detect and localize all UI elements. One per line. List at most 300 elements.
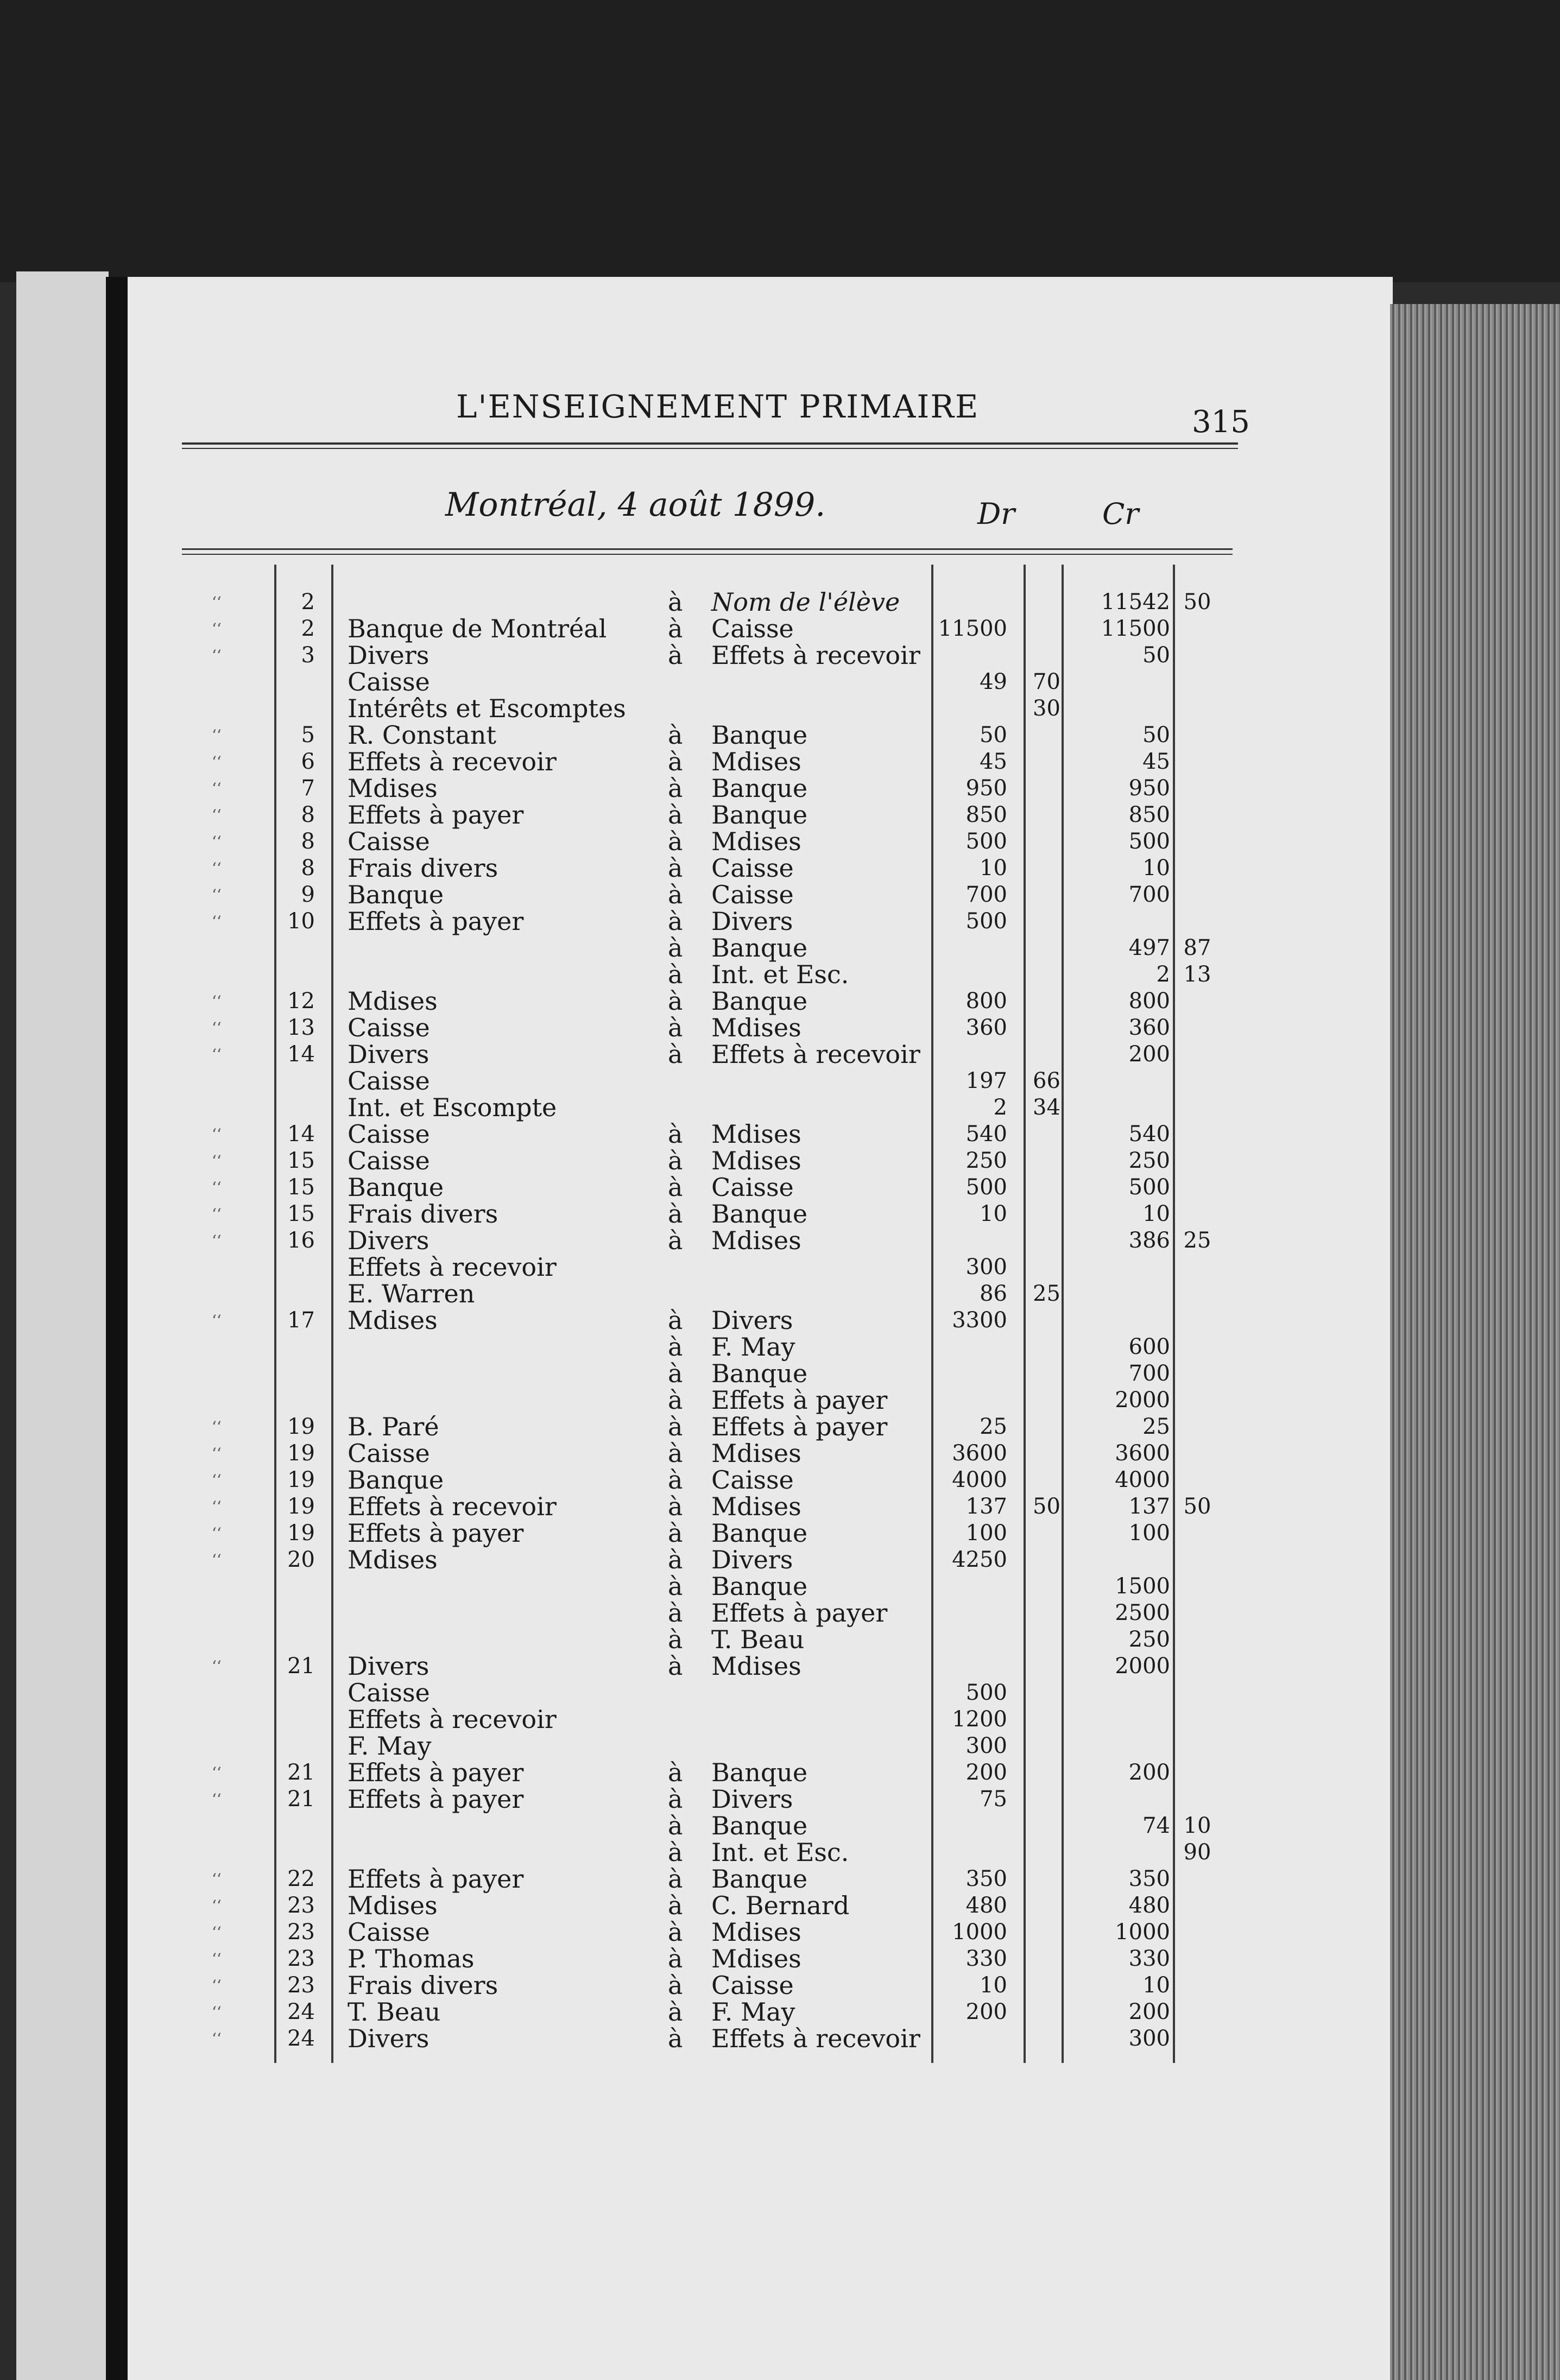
ditto-mark: ‘‘: [212, 1445, 222, 1463]
credit-amount: 480: [1128, 1893, 1170, 1918]
credit-account: Divers: [711, 1545, 793, 1574]
credit-account: Banque: [711, 800, 808, 830]
a-preposition: à: [668, 1439, 683, 1468]
credit-account: Effets à recevoir: [711, 641, 920, 670]
credit-account: Caisse: [711, 853, 794, 883]
a-preposition: à: [668, 1013, 683, 1042]
entry-day: 14: [287, 1122, 315, 1147]
a-preposition: à: [668, 1385, 683, 1415]
credit-account: Banque: [711, 1518, 808, 1548]
debit-account: Caisse: [348, 1013, 430, 1042]
debit-amount: 1200: [952, 1707, 1007, 1732]
credit-account: Mdises: [711, 1651, 801, 1681]
entry-day: 17: [287, 1308, 315, 1333]
credit-account: Mdises: [711, 1944, 801, 1973]
debit-account: Effets à payer: [348, 1864, 524, 1894]
credit-account: Effets à payer: [711, 1412, 888, 1441]
a-preposition: à: [668, 1572, 683, 1601]
a-preposition: à: [668, 1465, 683, 1495]
ditto-mark: ‘‘: [212, 1950, 222, 1968]
ditto-mark: ‘‘: [212, 593, 222, 611]
entry-day: 24: [287, 1999, 315, 2024]
journal-date-title: Montréal, 4 août 1899.: [445, 486, 826, 524]
entry-day: 15: [287, 1175, 315, 1200]
a-preposition: à: [668, 1784, 683, 1814]
debit-amount: 100: [965, 1521, 1007, 1546]
debit-amount: 11500: [938, 616, 1007, 641]
debit-account: Effets à recevoir: [348, 1252, 557, 1282]
scan-background: [0, 0, 1560, 282]
debit-cents: 34: [1033, 1095, 1060, 1120]
debit-amount: 10: [980, 1973, 1007, 1998]
debit-account: Frais divers: [348, 1971, 498, 2000]
ditto-mark: ‘‘: [212, 1790, 222, 1808]
credit-amount: 200: [1128, 1760, 1170, 1785]
credit-cents: 87: [1183, 935, 1211, 960]
entry-day: 21: [287, 1787, 315, 1812]
credit-account: Effets à payer: [711, 1385, 888, 1415]
running-head: L'ENSEIGNEMENT PRIMAIRE: [456, 388, 980, 425]
credit-account: Caisse: [711, 1173, 794, 1202]
credit-amount: 200: [1128, 1999, 1170, 2024]
credit-amount: 500: [1128, 1175, 1170, 1200]
credit-amount: 25: [1142, 1414, 1170, 1439]
a-preposition: à: [668, 1545, 683, 1574]
credit-cents: 13: [1183, 962, 1211, 987]
a-preposition: à: [668, 1412, 683, 1441]
debit-account: Caisse: [348, 1066, 430, 1096]
debit-amount: 540: [965, 1122, 1007, 1147]
a-preposition: à: [668, 2024, 683, 2053]
debit-cents: 70: [1033, 669, 1060, 694]
a-preposition: à: [668, 1306, 683, 1335]
debit-amount: 330: [965, 1946, 1007, 1971]
entry-day: 21: [287, 1654, 315, 1679]
debit-account: P. Thomas: [348, 1944, 475, 1973]
entry-day: 19: [287, 1494, 315, 1519]
credit-account: Divers: [711, 907, 793, 936]
debit-amount: 300: [965, 1733, 1007, 1758]
debit-account: Effets à recevoir: [348, 1492, 557, 1521]
credit-account: Effets à recevoir: [711, 1040, 920, 1069]
debit-account: Banque de Montréal: [348, 614, 607, 643]
ditto-mark: ‘‘: [212, 1232, 222, 1250]
credit-account: F. May: [711, 1332, 795, 1362]
ditto-mark: ‘‘: [212, 1418, 222, 1436]
title-rule: [182, 548, 1233, 550]
credit-amount: 11500: [1101, 616, 1170, 641]
ditto-mark: ‘‘: [212, 780, 222, 797]
a-preposition: à: [668, 853, 683, 883]
ditto-mark: ‘‘: [212, 1977, 222, 1995]
credit-amount: 3600: [1115, 1441, 1170, 1466]
credit-amount: 300: [1128, 2026, 1170, 2051]
debit-amount: 45: [980, 749, 1007, 774]
ditto-mark: ‘‘: [212, 913, 222, 931]
debit-account: Effets à payer: [348, 1784, 524, 1814]
credit-amount: 500: [1128, 829, 1170, 854]
debit-account: Intérêts et Escomptes: [348, 694, 626, 723]
credit-amount: 10: [1142, 1201, 1170, 1226]
entry-day: 14: [287, 1042, 315, 1067]
a-preposition: à: [668, 1598, 683, 1628]
credit-account: Banque: [711, 1864, 808, 1894]
debit-amount: 2: [993, 1095, 1007, 1120]
entry-day: 19: [287, 1441, 315, 1466]
debit-cents: 25: [1033, 1281, 1060, 1306]
debit-amount: 700: [965, 882, 1007, 907]
credit-amount: 850: [1128, 802, 1170, 827]
entry-day: 22: [287, 1866, 315, 1891]
debit-account: Caisse: [348, 1917, 430, 1947]
debit-amount: 4000: [952, 1467, 1007, 1492]
page-edges: [1390, 304, 1560, 2380]
a-preposition: à: [668, 720, 683, 750]
a-preposition: à: [668, 1332, 683, 1362]
credit-amount: 50: [1142, 643, 1170, 668]
ditto-mark: ‘‘: [212, 1179, 222, 1197]
credit-account: Banque: [711, 1758, 808, 1787]
credit-account: Divers: [711, 1306, 793, 1335]
a-preposition: à: [668, 1971, 683, 2000]
debit-account: Banque: [348, 1173, 444, 1202]
debit-amount: 500: [965, 1175, 1007, 1200]
a-preposition: à: [668, 1040, 683, 1069]
debit-account: Effets à recevoir: [348, 747, 557, 776]
a-preposition: à: [668, 907, 683, 936]
a-preposition: à: [668, 1146, 683, 1175]
debit-amount: 200: [965, 1760, 1007, 1785]
debit-amount: 250: [965, 1148, 1007, 1173]
credit-account: Int. et Esc.: [711, 960, 849, 989]
debit-amount: 137: [965, 1494, 1007, 1519]
entry-day: 6: [301, 749, 315, 774]
a-preposition: à: [668, 960, 683, 989]
debit-account: Caisse: [348, 1146, 430, 1175]
entry-day: 23: [287, 1946, 315, 1971]
credit-column-rule: [1062, 565, 1064, 2063]
credit-account: Banque: [711, 774, 808, 803]
credit-amount: 2500: [1115, 1600, 1170, 1625]
a-preposition: à: [668, 1811, 683, 1840]
credit-amount: 137: [1128, 1494, 1170, 1519]
credit-amount: 600: [1128, 1334, 1170, 1359]
gutter-shadow: [106, 277, 128, 2380]
entry-day: 12: [287, 989, 315, 1014]
debit-account: Mdises: [348, 1306, 438, 1335]
credit-amount: 200: [1128, 1042, 1170, 1067]
debit-amount: 4250: [952, 1547, 1007, 1572]
entry-day: 2: [301, 616, 315, 641]
credit-account: Mdises: [711, 747, 801, 776]
ditto-mark: ‘‘: [212, 886, 222, 904]
debit-account: R. Constant: [348, 720, 497, 750]
debit-account: Caisse: [348, 827, 430, 856]
debit-account: Mdises: [348, 1891, 438, 1920]
header-rule-thin: [182, 448, 1238, 449]
debit-account: Frais divers: [348, 1199, 498, 1229]
credit-account: Banque: [711, 1811, 808, 1840]
credit-account: Mdises: [711, 827, 801, 856]
a-preposition: à: [668, 1944, 683, 1973]
a-preposition: à: [668, 1119, 683, 1149]
a-preposition: à: [668, 986, 683, 1016]
entry-day: 23: [287, 1920, 315, 1945]
ditto-mark: ‘‘: [212, 1870, 222, 1888]
credit-account: Mdises: [711, 1917, 801, 1947]
debit-amount: 950: [965, 776, 1007, 801]
credit-amount: 540: [1128, 1122, 1170, 1147]
ditto-mark: ‘‘: [212, 753, 222, 771]
a-preposition: à: [668, 1173, 683, 1202]
entry-day: 8: [301, 856, 315, 881]
entry-day: 23: [287, 1973, 315, 1998]
a-preposition: à: [668, 774, 683, 803]
debit-account: B. Paré: [348, 1412, 439, 1441]
debit-amount: 1000: [952, 1920, 1007, 1945]
ditto-mark: ‘‘: [212, 1019, 222, 1037]
ditto-mark: ‘‘: [212, 1551, 222, 1569]
debit-account: Mdises: [348, 774, 438, 803]
entry-day: 13: [287, 1015, 315, 1040]
ditto-mark: ‘‘: [212, 806, 222, 824]
debit-account: Effets à payer: [348, 1518, 524, 1548]
credit-amount: 100: [1128, 1521, 1170, 1546]
ditto-mark: ‘‘: [212, 1923, 222, 1941]
ditto-mark: ‘‘: [212, 1657, 222, 1675]
credit-amount: 250: [1128, 1627, 1170, 1652]
debit-amount: 300: [965, 1255, 1007, 1280]
debit-amount: 75: [980, 1787, 1007, 1812]
debit-account: Banque: [348, 1465, 444, 1495]
credit-amount: 360: [1128, 1015, 1170, 1040]
debit-account: F. May: [348, 1731, 432, 1761]
a-preposition: à: [668, 747, 683, 776]
a-preposition: à: [668, 933, 683, 963]
entry-day: 3: [301, 643, 315, 668]
entry-day: 19: [287, 1414, 315, 1439]
a-preposition: à: [668, 1625, 683, 1654]
debit-amount: 360: [965, 1015, 1007, 1040]
credit-amount: 2: [1156, 962, 1170, 987]
a-preposition: à: [668, 1838, 683, 1867]
debit-amount: 197: [965, 1068, 1007, 1093]
debit-cents: 50: [1033, 1494, 1060, 1519]
credit-account: Caisse: [711, 880, 794, 909]
credit-amount: 1000: [1115, 1920, 1170, 1945]
entry-day: 7: [301, 776, 315, 801]
debit-amount: 350: [965, 1866, 1007, 1891]
credit-amount: 10: [1142, 856, 1170, 881]
credit-amount: 497: [1128, 935, 1170, 960]
title-rule-thin: [182, 554, 1233, 555]
ditto-mark: ‘‘: [212, 1897, 222, 1915]
credit-account: Banque: [711, 1572, 808, 1601]
a-preposition: à: [668, 880, 683, 909]
debit-column-header: Dr: [977, 497, 1015, 531]
credit-account: Mdises: [711, 1492, 801, 1521]
ditto-mark: ‘‘: [212, 647, 222, 664]
ditto-mark: ‘‘: [212, 859, 222, 877]
credit-account: Effets à payer: [711, 1598, 888, 1628]
credit-account: Caisse: [711, 1465, 794, 1495]
debit-account: Effets à recevoir: [348, 1705, 557, 1734]
credit-account: F. May: [711, 1997, 795, 2027]
ditto-mark: ‘‘: [212, 1312, 222, 1330]
credit-amount: 74: [1142, 1813, 1170, 1838]
debit-cents: 30: [1033, 696, 1060, 721]
credit-amount: 800: [1128, 989, 1170, 1014]
credit-amount: 4000: [1115, 1467, 1170, 1492]
credit-amount: 386: [1128, 1228, 1170, 1253]
header-rule: [182, 442, 1238, 445]
credit-cents: 25: [1183, 1228, 1211, 1253]
debit-amount: 10: [980, 856, 1007, 881]
ditto-mark: ‘‘: [212, 2030, 222, 2048]
debit-amount: 49: [980, 669, 1007, 694]
entry-day: 2: [301, 590, 315, 615]
debit-amount: 850: [965, 802, 1007, 827]
credit-amount: 250: [1128, 1148, 1170, 1173]
debit-account: T. Beau: [348, 1997, 441, 2027]
debit-amount: 10: [980, 1201, 1007, 1226]
a-preposition: à: [668, 1226, 683, 1255]
ditto-mark: ‘‘: [212, 1498, 222, 1516]
credit-amount: 1500: [1115, 1574, 1170, 1599]
credit-amount: 2000: [1115, 1388, 1170, 1413]
entry-day: 8: [301, 802, 315, 827]
debit-cents: 66: [1033, 1068, 1060, 1093]
credit-account: Mdises: [711, 1146, 801, 1175]
debit-account: Caisse: [348, 1119, 430, 1149]
debit-account: Frais divers: [348, 853, 498, 883]
debit-account: Divers: [348, 1651, 430, 1681]
entry-day: 19: [287, 1467, 315, 1492]
debit-amount: 50: [980, 723, 1007, 748]
entry-day: 15: [287, 1201, 315, 1226]
credit-account: C. Bernard: [711, 1891, 850, 1920]
entry-day: 5: [301, 723, 315, 748]
credit-amount: 950: [1128, 776, 1170, 801]
entry-day: 24: [287, 2026, 315, 2051]
debit-account: Divers: [348, 1226, 430, 1255]
debit-amount: 3300: [952, 1308, 1007, 1333]
debit-account: E. Warren: [348, 1279, 475, 1308]
a-preposition: à: [668, 1651, 683, 1681]
credit-account: Mdises: [711, 1119, 801, 1149]
debit-amount: 3600: [952, 1441, 1007, 1466]
debit-account: Divers: [348, 641, 430, 670]
a-preposition: à: [668, 1359, 683, 1388]
credit-account: Banque: [711, 720, 808, 750]
credit-cents: 90: [1183, 1840, 1211, 1865]
ditto-mark: ‘‘: [212, 1125, 222, 1143]
debit-account: Divers: [348, 2024, 430, 2053]
entry-day: 23: [287, 1893, 315, 1918]
credit-account: Mdises: [711, 1013, 801, 1042]
a-preposition: à: [668, 1917, 683, 1947]
a-preposition: à: [668, 641, 683, 670]
debit-account: Divers: [348, 1040, 430, 1069]
credit-amount: 45: [1142, 749, 1170, 774]
a-preposition: à: [668, 1997, 683, 2027]
debit-account: Effets à payer: [348, 1758, 524, 1787]
ditto-mark: ‘‘: [212, 620, 222, 638]
entry-day: 16: [287, 1228, 315, 1253]
credit-account: T. Beau: [711, 1625, 805, 1654]
debit-account: Effets à payer: [348, 907, 524, 936]
ditto-mark: ‘‘: [212, 1524, 222, 1542]
credit-amount: 330: [1128, 1946, 1170, 1971]
ditto-mark: ‘‘: [212, 833, 222, 851]
ditto-mark: ‘‘: [212, 1152, 222, 1170]
debit-amount: 86: [980, 1281, 1007, 1306]
debit-account: Effets à payer: [348, 800, 524, 830]
credit-amount: 11542: [1101, 590, 1170, 615]
ditto-mark: ‘‘: [212, 1764, 222, 1782]
account-column-rule: [331, 565, 333, 2063]
a-preposition: à: [668, 614, 683, 643]
debit-amount: 500: [965, 909, 1007, 934]
ditto-mark: ‘‘: [212, 1205, 222, 1223]
ditto-mark: ‘‘: [212, 1046, 222, 1064]
credit-cents: 50: [1183, 590, 1211, 615]
a-preposition: à: [668, 1518, 683, 1548]
credit-account: Mdises: [711, 1439, 801, 1468]
credit-amount: 700: [1128, 1361, 1170, 1386]
a-preposition: à: [668, 587, 683, 617]
a-preposition: à: [668, 800, 683, 830]
credit-account: Banque: [711, 986, 808, 1016]
credit-amount: 10: [1142, 1973, 1170, 1998]
debit-account: Mdises: [348, 986, 438, 1016]
ditto-mark: ‘‘: [212, 726, 222, 744]
credit-account: Divers: [711, 1784, 793, 1814]
debit-account: Caisse: [348, 667, 430, 697]
credit-amount: 350: [1128, 1866, 1170, 1891]
entry-day: 19: [287, 1521, 315, 1546]
credit-account: Banque: [711, 1359, 808, 1388]
credit-amount: 700: [1128, 882, 1170, 907]
debit-account: Mdises: [348, 1545, 438, 1574]
debit-amount: 200: [965, 1999, 1007, 2024]
credit-account: Nom de l'élève: [711, 587, 900, 617]
credit-account: Mdises: [711, 1226, 801, 1255]
credit-cents: 50: [1183, 1494, 1211, 1519]
a-preposition: à: [668, 1492, 683, 1521]
entry-day: 8: [301, 829, 315, 854]
a-preposition: à: [668, 1758, 683, 1787]
credit-amount: 2000: [1115, 1654, 1170, 1679]
credit-column-header: Cr: [1102, 497, 1139, 531]
credit-cents: 10: [1183, 1813, 1211, 1838]
debit-amount: 480: [965, 1893, 1007, 1918]
debit-account: Banque: [348, 880, 444, 909]
entry-day: 10: [287, 909, 315, 934]
entry-day: 20: [287, 1547, 315, 1572]
ditto-mark: ‘‘: [212, 2003, 222, 2021]
credit-amount: 50: [1142, 723, 1170, 748]
entry-day: 15: [287, 1148, 315, 1173]
debit-account: Int. et Escompte: [348, 1093, 557, 1122]
a-preposition: à: [668, 1199, 683, 1229]
credit-account: Effets à recevoir: [711, 2024, 920, 2053]
debit-amount: 800: [965, 989, 1007, 1014]
a-preposition: à: [668, 827, 683, 856]
credit-account: Banque: [711, 933, 808, 963]
facing-page-edge: [16, 271, 109, 2380]
debit-amount: 25: [980, 1414, 1007, 1439]
